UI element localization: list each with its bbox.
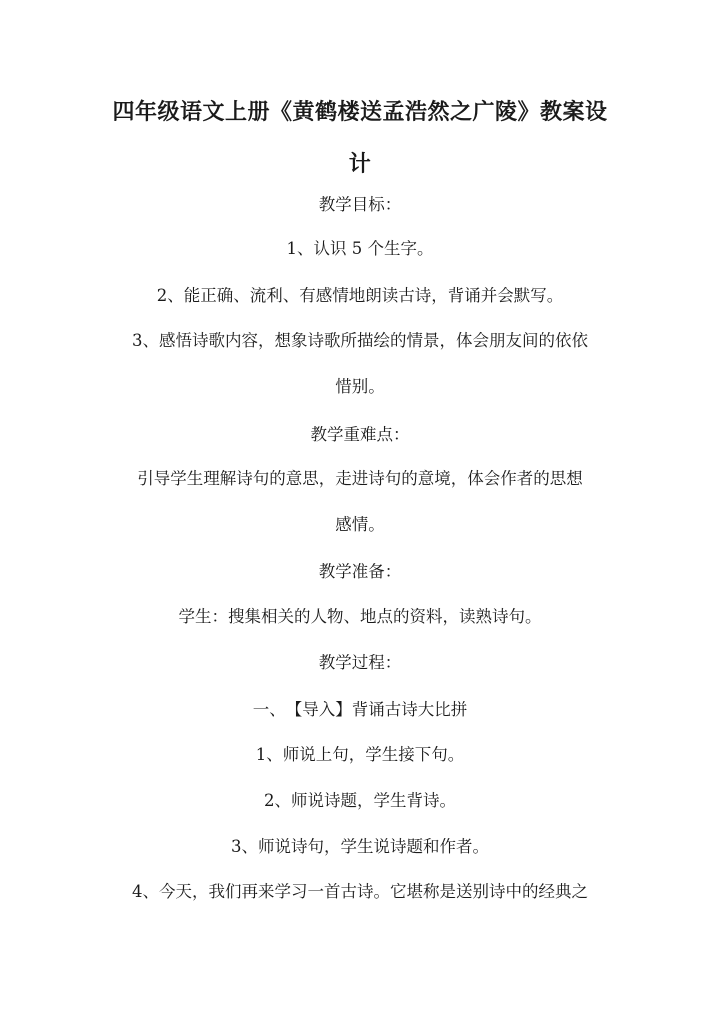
goal-item-1: 1、认识 5 个生字。 bbox=[286, 239, 434, 258]
goal-item-3-line-2: 惜别。 bbox=[335, 377, 385, 396]
key-points-heading: 教学重难点： bbox=[310, 425, 410, 444]
goal-item-3-line-1: 3、感悟诗歌内容，想象诗歌所描绘的情景，体会朋友间的依依 bbox=[132, 331, 588, 350]
process-step-3: 3、师说诗句，学生说诗题和作者。 bbox=[231, 837, 489, 856]
process-heading: 教学过程： bbox=[318, 653, 402, 672]
key-points-line-1: 引导学生理解诗句的意思，走进诗句的意境，体会作者的思想 bbox=[137, 469, 583, 488]
goal-item-2: 2、能正确、流利、有感情地朗读古诗，背诵并会默写。 bbox=[156, 286, 564, 305]
section-heading-1: 一、 【导入】背诵古诗大比拼 bbox=[252, 700, 468, 719]
process-step-2: 2、师说诗题，学生背诗。 bbox=[264, 791, 456, 810]
title-line-1: 四年级语文上册《黄鹤楼送孟浩然之广陵》教案设 bbox=[112, 99, 608, 125]
key-points-line-2: 感情。 bbox=[335, 515, 385, 534]
goal-heading: 教学目标： bbox=[318, 195, 402, 214]
process-step-1: 1、师说上句，学生接下句。 bbox=[255, 745, 465, 764]
preparation-heading: 教学准备： bbox=[318, 562, 402, 581]
title-line-2: 计 bbox=[348, 151, 372, 177]
document-title bbox=[90, 86, 630, 190]
process-step-4: 4、今天，我们再来学习一首古诗。它堪称是送别诗中的经典之 bbox=[132, 882, 588, 901]
preparation-text: 学生：搜集相关的人物、地点的资料，读熟诗句。 bbox=[178, 607, 542, 626]
